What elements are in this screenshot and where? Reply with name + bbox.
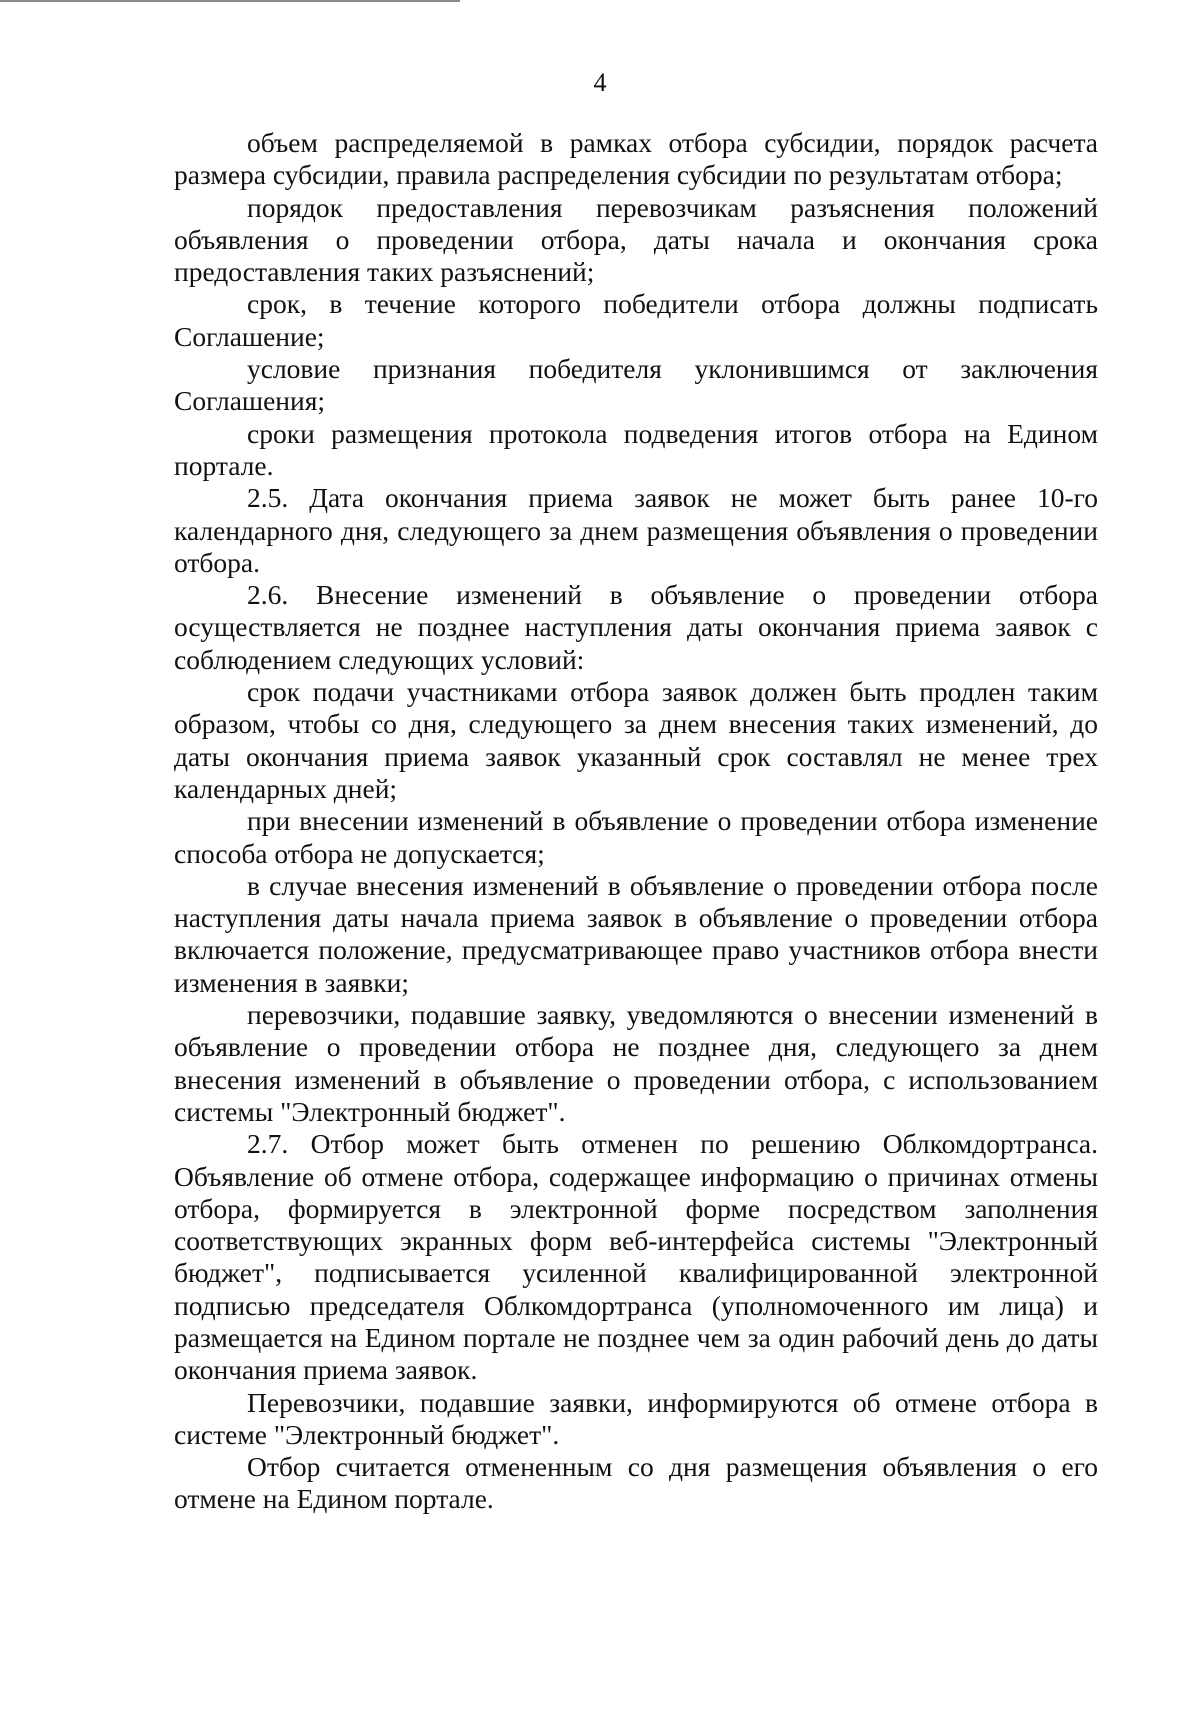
paragraph-agreement-deadline: срок, в течение которого победители отбора должны подписать Соглашение; [174, 288, 1098, 352]
paragraph-cancellation-notice: Перевозчики, подавшие заявки, информируются об отмене отбора в системе "Электронный бюджет". [174, 1386, 1098, 1450]
paragraph-2-5: 2.5. Дата окончания приема заявок не может быть ранее 10-го календарного дня, следующего за днем размещения объявления о проведении отбора. [174, 482, 1098, 578]
paragraph-protocol-placement: сроки размещения протокола подведения итогов отбора на Едином портале. [174, 417, 1098, 481]
paragraph-changes-after-start: в случае внесения изменений в объявление о проведении отбора после наступления даты начала приема заявок в объявление о проведении отбора включается положение, предусматривающее право участников отбора внести изменения в заявки; [174, 869, 1098, 998]
document-body [174, 127, 1098, 1516]
paragraph-2-6: 2.6. Внесение изменений в объявление о проведении отбора осуществляется не позднее наступления даты окончания приема заявок с соблюдением следующих условий: [174, 579, 1098, 675]
paragraph-2-7: 2.7. Отбор может быть отменен по решению Облкомдортранса. Объявление об отмене отбора, содержащее информацию о причинах отмены отбора, формируется в электронной форме посредством заполнения соответствующих экранных форм веб-интерфейса системы "Электронный бюджет", подписывается усиленной квалифицированной электронной подписью председателя Облкомдортранса (уполномоченного им лица) и размещается на Едином портале не позднее чем за один рабочий день до даты окончания приема заявок. [174, 1128, 1098, 1386]
paragraph-evasion-condition: условие признания победителя уклонившимся от заключения Соглашения; [174, 353, 1098, 417]
page-number: 4 [593, 68, 607, 97]
paragraph-subsidy-volume: объем распределяемой в рамках отбора субсидии, порядок расчета размера субсидии, правила распределения субсидии по результатам отбора; [174, 127, 1098, 191]
paragraph-cancellation-effective: Отбор считается отмененным со дня размещения объявления о его отмене на Едином портале. [174, 1451, 1098, 1515]
paragraph-deadline-extension: срок подачи участниками отбора заявок должен быть продлен таким образом, чтобы со дня, следующего за днем внесения таких изменений, до даты окончания приема заявок указанный срок составлял не менее трех календарных дней; [174, 676, 1098, 804]
scan-edge-line [0, 0, 460, 2]
paragraph-carrier-notification: перевозчики, подавшие заявку, уведомляются о внесении изменений в объявление о проведении отбора не позднее дня, следующего за днем внесения изменений в объявление о проведении отбора, с использованием системы "Электронный бюджет". [174, 999, 1098, 1127]
paragraph-method-change: при внесении изменений в объявление о проведении отбора изменение способа отбора не допускается; [174, 805, 1098, 869]
paragraph-clarification-procedure: порядок предоставления перевозчикам разъяснения положений объявления о проведении отбора, даты начала и окончания срока предоставления таких разъяснений; [174, 191, 1098, 288]
